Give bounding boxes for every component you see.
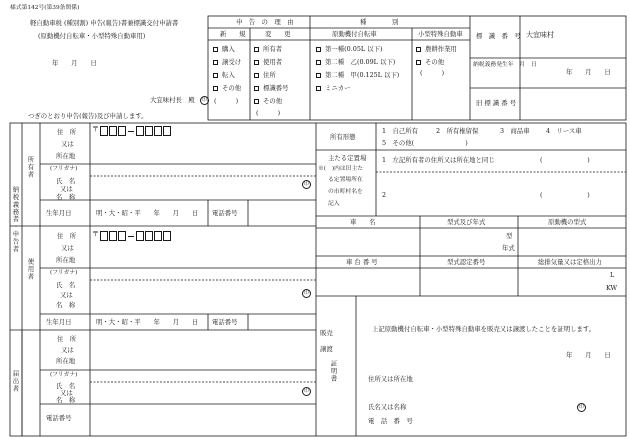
reason-new-header: 新 規 bbox=[220, 30, 246, 38]
vehicle-name-header: 車 名 bbox=[350, 218, 376, 226]
form-subtitle: (原動機付自転車・小型特殊自動車用) bbox=[38, 32, 146, 40]
new-item-purchase: 購入 bbox=[222, 45, 235, 53]
owner-group-label: 所有者 bbox=[26, 156, 35, 179]
declarant-name-label-2: 氏 名 bbox=[56, 382, 76, 390]
ownership-opt-4[interactable]: 4 リース車 bbox=[546, 127, 582, 135]
taxpayer-section-label: 納税義務者・申告者 bbox=[11, 186, 20, 253]
owner-address-label-1: 住 所 bbox=[57, 128, 77, 136]
certificate-label-transfer: 譲渡 bbox=[320, 345, 333, 353]
change-other-paren[interactable]: ( ) bbox=[256, 109, 281, 117]
ownership-label: 所有形態 bbox=[330, 133, 356, 141]
change-item-owner: 所有者 bbox=[263, 45, 283, 53]
certificate-label-sale: 販売 bbox=[320, 329, 333, 337]
reason-change-header: 変 更 bbox=[265, 30, 291, 38]
owner-name-label-3: 又は bbox=[60, 185, 73, 193]
new-item-movein: 転入 bbox=[222, 71, 235, 79]
year-suffix: 年式 bbox=[502, 244, 515, 252]
special-other-paren[interactable]: ( ) bbox=[420, 69, 445, 77]
moped-minicar: ミニカー bbox=[325, 84, 351, 92]
new-other-paren[interactable]: ( ) bbox=[214, 97, 239, 105]
checkbox-new-movein[interactable] bbox=[213, 73, 218, 78]
moped-class1: 第一種(0.05L 以下) bbox=[325, 45, 383, 53]
moped-class2a: 第二種 甲(0.125L 以下) bbox=[325, 71, 400, 79]
user-name-label-4: 名 称 bbox=[56, 301, 76, 309]
storage-line-1-paren[interactable]: ( ) bbox=[540, 156, 590, 164]
owner-name-label-1: (フリガナ) bbox=[50, 166, 78, 172]
type-year-header: 型式及び年式 bbox=[447, 218, 486, 226]
checkbox-change-other[interactable] bbox=[254, 99, 259, 104]
owner-address-label-3: 所在地 bbox=[56, 152, 76, 160]
declarant-seal-icon: 印 bbox=[303, 388, 309, 394]
certificate-label-cert: 証明書 bbox=[329, 360, 338, 383]
checkbox-moped-class2a[interactable] bbox=[316, 73, 321, 78]
special-vehicle-header: 小型特殊自動車 bbox=[418, 30, 463, 38]
chassis-number-header: 車 台 番 号 bbox=[346, 258, 378, 266]
storage-label-1: 主たる定置場 bbox=[328, 154, 367, 162]
ownership-opt-2[interactable]: 2 所有権留保 bbox=[436, 127, 479, 135]
user-name-label-2: 氏 名 bbox=[56, 281, 76, 289]
storage-line-2[interactable]: 2 bbox=[382, 191, 387, 199]
new-item-other: その他 bbox=[222, 84, 242, 92]
ownership-opt-3[interactable]: 3 商品車 bbox=[500, 127, 530, 135]
user-birth-value[interactable]: 明・大・昭・平 年 月 日 bbox=[96, 318, 199, 326]
engine-type-header: 原動機の型式 bbox=[548, 218, 587, 226]
storage-label-5: 記入 bbox=[328, 201, 340, 207]
user-name-label-1: (フリガナ) bbox=[50, 270, 78, 276]
certificate-text: 上記原動機付自転車・小型特殊自動車を販売又は譲渡したことを証明します。 bbox=[372, 325, 596, 333]
checkbox-new-other[interactable] bbox=[213, 86, 218, 91]
storage-label-4: の市町村名を bbox=[328, 189, 363, 195]
change-item-plate: 標識番号 bbox=[263, 84, 289, 92]
plate-number-label: 標 識 番 号 bbox=[476, 32, 521, 40]
seal-mark-icon: 印 bbox=[201, 97, 207, 103]
ownership-opt-1[interactable]: 1 自己所有 bbox=[382, 127, 419, 135]
user-name-label-3: 又は bbox=[60, 291, 73, 299]
ownership-opt-5[interactable]: 5 その他( ) bbox=[382, 139, 468, 147]
special-other: その他 bbox=[425, 58, 445, 66]
displacement-header: 総排気量又は定格出力 bbox=[538, 258, 602, 266]
owner-birth-value[interactable]: 明・大・昭・平 年 月 日 bbox=[96, 209, 199, 217]
user-postal-mark: 〒 bbox=[92, 230, 99, 238]
user-phone-label: 電話番号 bbox=[212, 318, 238, 326]
user-address-label-1: 住 所 bbox=[57, 232, 77, 240]
declarant-name-label-1: (フリガナ) bbox=[50, 372, 78, 378]
checkbox-change-address[interactable] bbox=[254, 73, 259, 78]
declarant-name-label-3: 又は bbox=[60, 389, 73, 397]
user-group-label: 使用者 bbox=[26, 258, 35, 281]
owner-name-label-4: 名 称 bbox=[56, 193, 76, 201]
owner-seal-icon: 印 bbox=[303, 181, 309, 187]
checkbox-special-other[interactable] bbox=[416, 60, 421, 65]
user-seal-icon: 印 bbox=[303, 290, 309, 296]
application-date[interactable]: 年 月 日 bbox=[52, 59, 97, 67]
form-title: 軽自動車税 (種別割) 申告(報告)書兼標識交付申請書 bbox=[30, 19, 179, 27]
change-item-address: 住所 bbox=[263, 71, 276, 79]
certificate-seal-icon: 印 bbox=[578, 404, 584, 410]
checkbox-change-user[interactable] bbox=[254, 60, 259, 65]
vehicle-type-header: 種 別 bbox=[360, 18, 399, 26]
storage-line-1[interactable]: 1 左記所有者の住所又は所在地と同じ bbox=[382, 156, 495, 164]
owner-postal-mark: 〒 bbox=[92, 125, 99, 133]
checkbox-new-purchase[interactable] bbox=[213, 47, 218, 52]
owner-phone-label: 電話番号 bbox=[212, 209, 238, 217]
checkbox-new-transfer[interactable] bbox=[213, 60, 218, 65]
addressee: 大宜味村長 殿 bbox=[150, 96, 195, 104]
intro-text: つぎのとおり申告(報告)及び申請します。 bbox=[28, 112, 148, 120]
certification-number-header: 型式認定番号 bbox=[447, 258, 486, 266]
certificate-phone-label: 電 話 番 号 bbox=[368, 417, 413, 425]
checkbox-change-plate[interactable] bbox=[254, 86, 259, 91]
declarant-address-label-3: 所在地 bbox=[56, 357, 76, 365]
moped-header: 原動機付自転車 bbox=[332, 30, 377, 38]
user-address-label-2: 又は bbox=[61, 244, 74, 252]
declarant-group-label: 届出者 bbox=[11, 370, 20, 393]
declarant-name-label-4: 名 称 bbox=[56, 396, 76, 404]
user-birth-label: 生年月日 bbox=[46, 318, 72, 326]
new-item-transfer: 譲受け bbox=[222, 58, 242, 66]
plate-number-value[interactable]: 大宜味村 bbox=[526, 31, 554, 39]
user-address-label-3: 所在地 bbox=[56, 256, 76, 264]
checkbox-moped-class1[interactable] bbox=[316, 47, 321, 52]
special-farm: 農耕作業用 bbox=[425, 45, 457, 53]
declarant-address-label-1: 住 所 bbox=[57, 335, 77, 343]
owner-address-label-2: 又は bbox=[61, 140, 74, 148]
change-item-other: その他 bbox=[263, 97, 283, 105]
unit-liter: L bbox=[610, 271, 615, 279]
reason-header: 申 告 の 理 由 bbox=[236, 18, 294, 26]
moped-class2b: 第二種 乙(0.09L 以下) bbox=[325, 58, 396, 66]
owner-birth-label: 生年月日 bbox=[46, 209, 72, 217]
issue-date-value[interactable]: 年 月 日 bbox=[566, 68, 611, 76]
checkbox-farm-use[interactable] bbox=[416, 47, 421, 52]
unit-kw: KW bbox=[606, 284, 618, 292]
certificate-name-label: 氏名又は名称 bbox=[368, 403, 407, 411]
declarant-address-label-2: 又は bbox=[61, 346, 74, 354]
certificate-address-label: 住所又は所在地 bbox=[368, 375, 413, 383]
old-plate-label: 旧 標 識 番 号 bbox=[476, 99, 517, 107]
owner-name-label-2: 氏 名 bbox=[56, 177, 76, 185]
checkbox-moped-class2b[interactable] bbox=[316, 60, 321, 65]
type-suffix: 型 bbox=[506, 232, 513, 240]
change-item-user: 使用者 bbox=[263, 58, 283, 66]
checkbox-change-owner[interactable] bbox=[254, 47, 259, 52]
storage-label-3: る定置場所在 bbox=[328, 177, 363, 183]
form-number: 様式第142号(第39条関係) bbox=[10, 5, 80, 11]
declarant-phone-label: 電話番号 bbox=[46, 414, 72, 422]
storage-line-2-paren[interactable]: ( ) bbox=[540, 191, 590, 199]
certificate-date[interactable]: 年 月 日 bbox=[566, 351, 611, 359]
issue-date-label: 納税義務発生年 月 日 bbox=[473, 62, 537, 68]
storage-label-2: ※( )内は旧主た bbox=[318, 166, 364, 172]
checkbox-minicar[interactable] bbox=[316, 86, 321, 91]
